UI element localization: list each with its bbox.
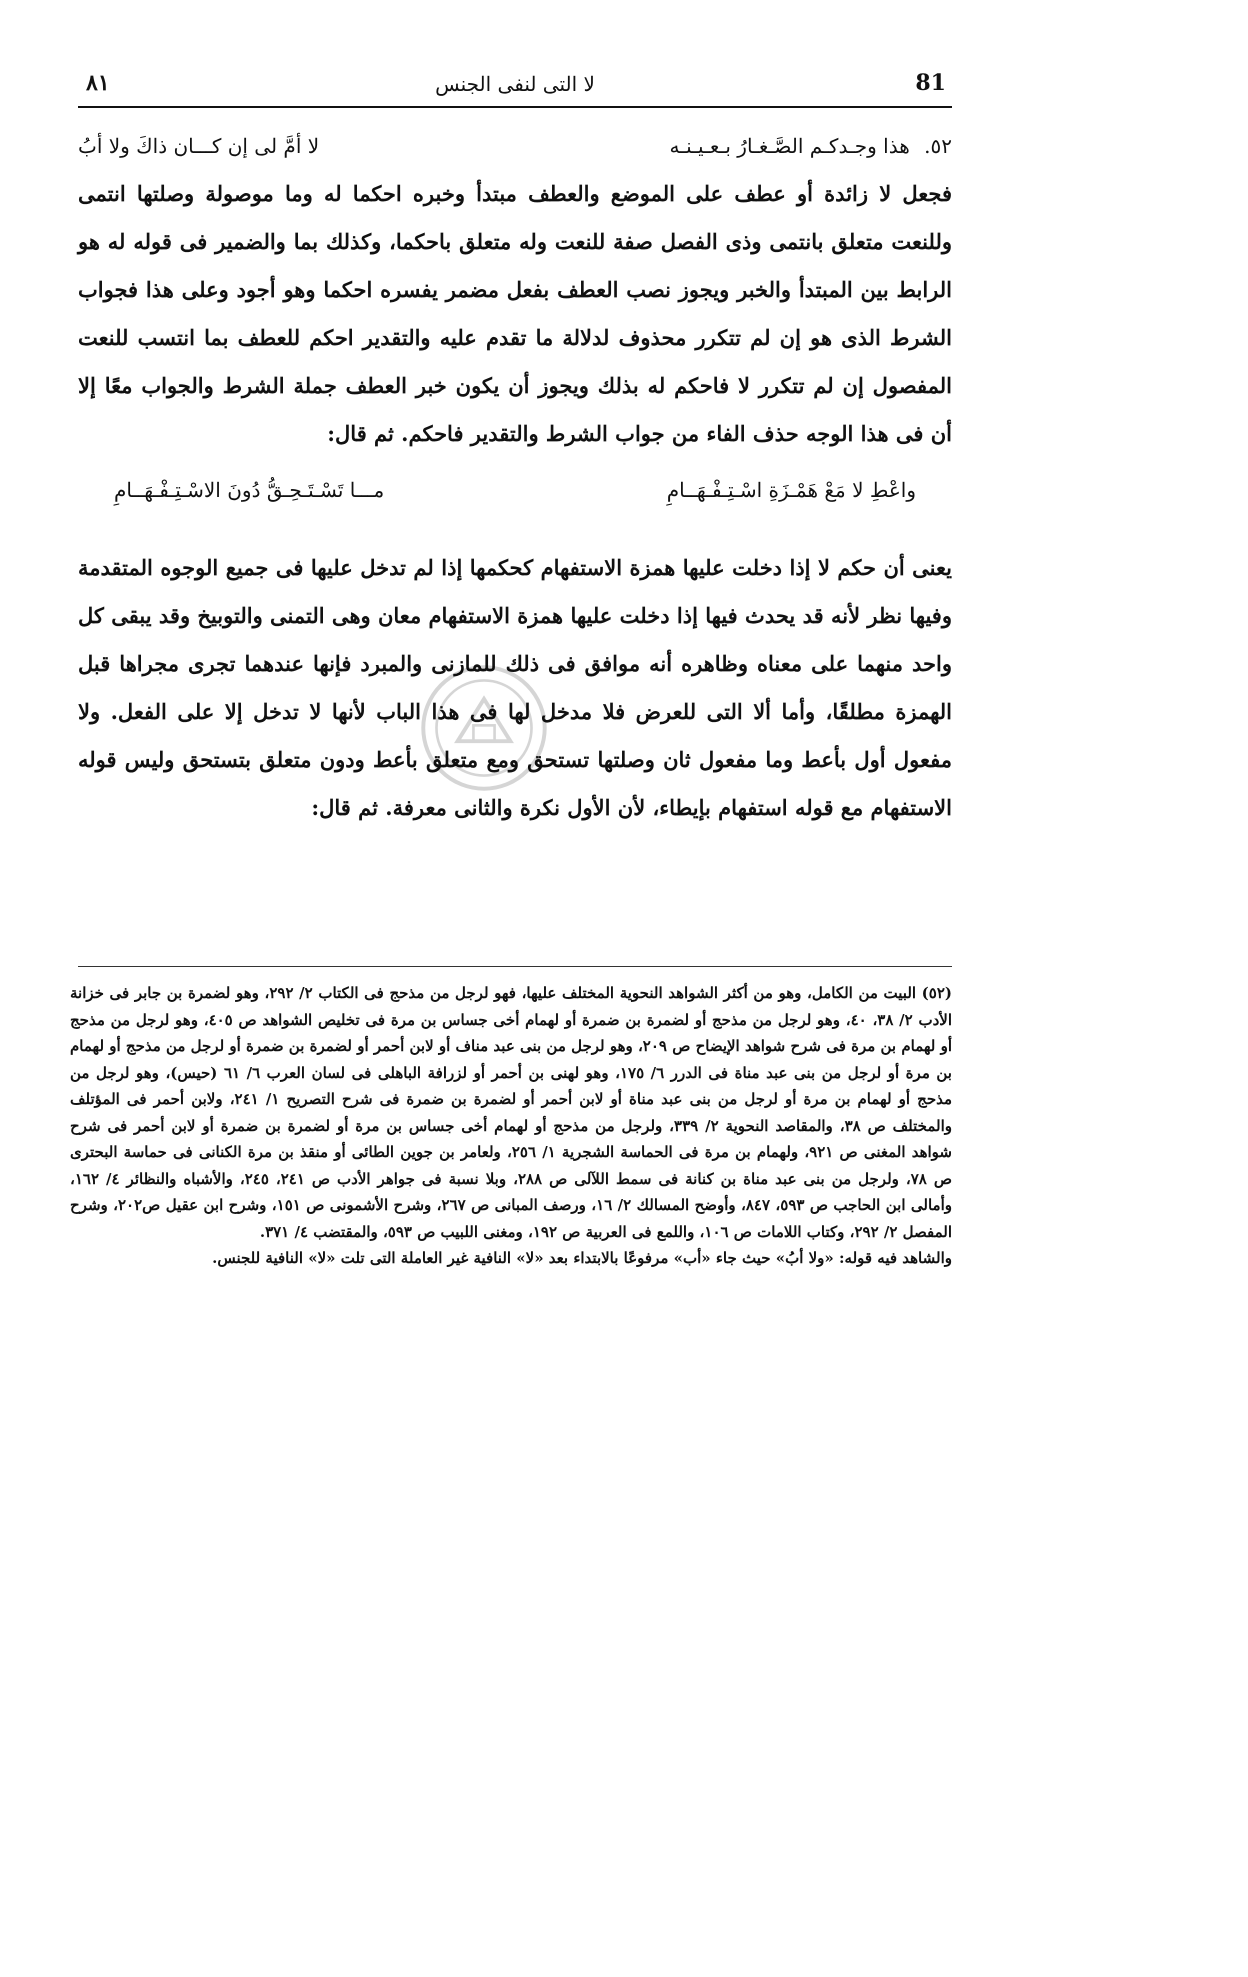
- verse-number: ٥٢.: [924, 134, 952, 158]
- verse2-second-hemistich: مـــا تَسْـتَـحِـقُّ دُونَ الاسْـتِـفْـهَــامِ: [114, 478, 385, 502]
- footnote-52: (٥٢) البيت من الكامل، وهو من أكثر الشواهد النحوية المختلف عليها، فهو لرجل من مذحج فى الكتاب ٢/ ٢٩٢، وهو لضمرة بن جابر فى خزانة الأدب ٢/ ٣٨، ٤٠، وهو لرجل من مذحج أو لضمرة بن ضمرة أو لهمام أخى جساس بن مرة فى تخليص الشواهد ص ٤٠٥، وهو لرجل من مذحج أو لهمام بن مرة فى شرح شواهد الإيضاح ص ٢٠٩، وهو لرجل من بنى عبد مناف أو لابن أحمر أو لضمرة بن ضمرة أو لرجل من مذحج أو لهمام بن مرة أو لرجل من بنى عبد مناة فى الدرر ٦/ ١٧٥، وهو لهنى بن أحمر أو لزرافة الباهلى فى لسان العرب ٦/ ٦١ (حيس)، وهو لرجل من مذحج أو لهمام بن مرة أو لرجل من بنى عبد مناة أو لابن أحمر أو لضمرة بن ضمرة فى شرح التصريح ١/ ٢٤١، ولابن أحمر فى المؤتلف والمختلف ص ٣٨، والمقاصد النحوية ٢/ ٣٣٩، ولرجل من مذحج أو لهمام أخى جساس بن مرة أو لضمرة بن ضمرة أو لابن أحمر فى شرح شواهد المغنى ص ٩٢١، ولهمام بن مرة فى الحماسة الشجرية ١/ ٢٥٦، ولعامر بن جوين الطائى أو منقذ بن مرة الكنانى فى حماسة البحترى ص ٧٨، ولرجل من بنى عبد مناة بن كنانة فى سمط اللآلى ص ٢٨٨، وبلا نسبة فى جواهر الأدب ص ٢٤١، ٢٤٥، والأشباه والنظائر ٤/ ١٦٢، وأمالى ابن الحاجب ص ٥٩٣، ٨٤٧، وأوضح المسالك ٢/ ١٦، ورصف المبانى ص ٢٦٧، وشرح الأشمونى ص ١٥١، وشرح ابن عقيل ص٢٠٢، وشرح المفصل ٢/ ٢٩٢، وكتاب اللامات ص ١٠٦، واللمع فى العربية ص ١٩٢، ومغنى اللبيب ص ٥٩٣، والمقتضب ٤/ ٣٧١.: [70, 984, 953, 1241]
- verse-second-hemistich: لا أمَّ لى إن كـــان ذاكَ ولا أبُ: [78, 134, 320, 158]
- running-title: لا التى لنفى الجنس: [435, 72, 595, 96]
- verse-first-hemistich: [669, 130, 952, 170]
- verse2-first-hemistich: واعْطِ لا مَعْ هَمْـزَةِ اسْـتِـفْـهَــامِ: [666, 478, 916, 502]
- commentary-paragraph-1: فجعل لا زائدة أو عطف على الموضع والعطف مبتدأ وخبره احكما له وما موصولة وصلتها انتمى وللنعت متعلق بانتمى وذى الفصل صفة للنعت وله متعلق باحكما، وكذلك بما والضمير فى قوله له هو الرابط بين المبتدأ والخبر ويجوز نصب العطف بفعل مضمر يفسره احكما وهو أجود وعلى هذا فجواب الشرط الذى هو إن لم تتكرر محذوف لدلالة ما تقدم عليه والتقدير احكم للعطف بما انتسب للنعت المفصول إن لم تتكرر لا فاحكم له بذلك ويجوز أن يكون خبر العطف جملة الشرط والجواب معًا إلا أن فى هذا الوجه حذف الفاء من جواب الشرط والتقدير فاحكم. ثم قال:: [78, 181, 952, 446]
- page-header: [78, 66, 952, 108]
- page-number-latin: 81: [915, 70, 946, 96]
- verse-first-hemistich-text: هذا وجـدكـم الصَّـغـارُ بـعـيـنـه: [669, 134, 910, 158]
- verse-52: [78, 130, 952, 170]
- verse-alfiya: [78, 474, 952, 514]
- footnotes: [70, 980, 952, 1272]
- footnote-divider: [78, 966, 952, 967]
- footnote-witness: والشاهد فيه قوله: «ولا أبُ» حيث جاء «أب» مرفوعًا بالابتداء بعد «لا» النافية غير العاملة التى تلت «لا» النافية للجنس.: [212, 1249, 952, 1267]
- library-seal-watermark: [418, 662, 550, 794]
- commentary-paragraph-2: يعنى أن حكم لا إذا دخلت عليها همزة الاستفهام كحكمها إذا لم تدخل عليها فى جميع الوجوه المتقدمة وفيها نظر لأنه قد يحدث فيها إذا دخلت عليها همزة الاستفهام معان وهى التمنى والتوبيخ وقد يبقى كل واحد منهما على معناه وظاهره أنه موافق فى ذلك للمازنى والمبرد فإنها عندهما تجرى مجراها قبل الهمزة مطلقًا، وأما ألا التى للعرض فلا مدخل لها فى هذا الباب لأنها لا تدخل إلا على الفعل. ولا مفعول أول بأعط وما مفعول ثان وصلتها تستحق ومع متعلق بأعط ودون متعلق بتستحق وليس قوله الاستفهام مع قوله استفهام بإيطاء، لأن الأول نكرة والثانى معرفة. ثم قال:: [78, 555, 952, 820]
- page-number-arabic: ٨١: [86, 70, 110, 96]
